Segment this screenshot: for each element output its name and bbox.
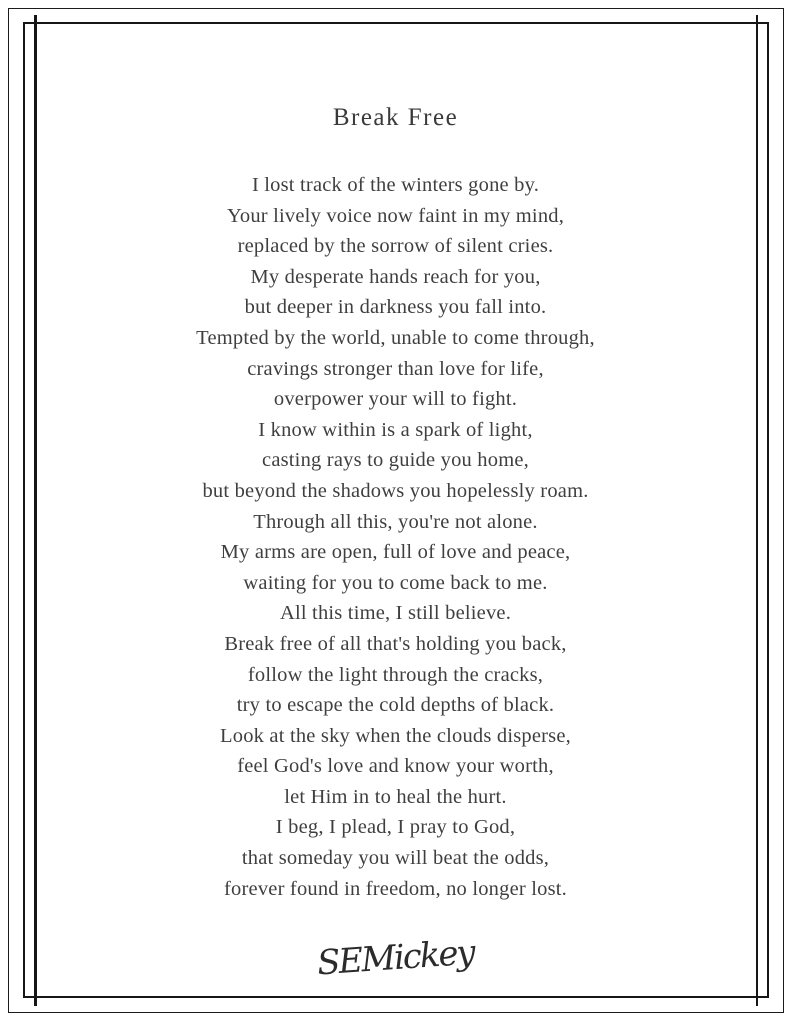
poem-line: Look at the sky when the clouds disperse, [220, 724, 571, 747]
poem-line: forever found in freedom, no longer lost. [224, 877, 567, 900]
author-signature: SEMickey [315, 932, 476, 984]
poem-title: Break Free [332, 104, 459, 131]
poem-line: but beyond the shadows you hopelessly roam. [202, 479, 589, 502]
poem-line: try to escape the cold depths of black. [236, 694, 555, 717]
right-accent-line [756, 15, 759, 1006]
poem-line: My arms are open, full of love and peace, [220, 541, 571, 564]
poem-line: Through all this, you're not alone. [253, 510, 538, 533]
poem-line: I beg, I plead, I pray to God, [275, 816, 516, 839]
poem-line: Your lively voice now faint in my mind, [226, 204, 565, 227]
poem-line: feel God's love and know your worth, [237, 755, 554, 778]
poem-line: that someday you will beat the odds, [241, 847, 550, 870]
poem-line: I lost track of the winters gone by. [251, 174, 540, 196]
poem-body [60, 170, 731, 904]
poem-line: I know within is a spark of light, [258, 418, 533, 441]
poem-line: waiting for you to come back to me. [243, 571, 548, 594]
poem-line: Break free of all that's holding you back, [224, 632, 567, 655]
left-accent-line [34, 15, 37, 1006]
poem-line: follow the light through the cracks, [247, 663, 544, 686]
poem-line: replaced by the sorrow of silent cries. [237, 235, 554, 258]
poem-line: let Him in to heal the hurt. [284, 785, 507, 808]
poem-line: but deeper in darkness you fall into. [244, 296, 547, 319]
poem-content [60, 0, 731, 984]
poem-line: cravings stronger than love for life, [247, 357, 544, 380]
poem-line: casting rays to guide you home, [262, 449, 529, 472]
poem-line: My desperate hands reach for you, [250, 265, 541, 288]
poem-line: All this time, I still believe. [279, 602, 512, 625]
poem-line: overpower your will to fight. [273, 388, 518, 411]
poem-line: Tempted by the world, unable to come through, [196, 326, 595, 349]
